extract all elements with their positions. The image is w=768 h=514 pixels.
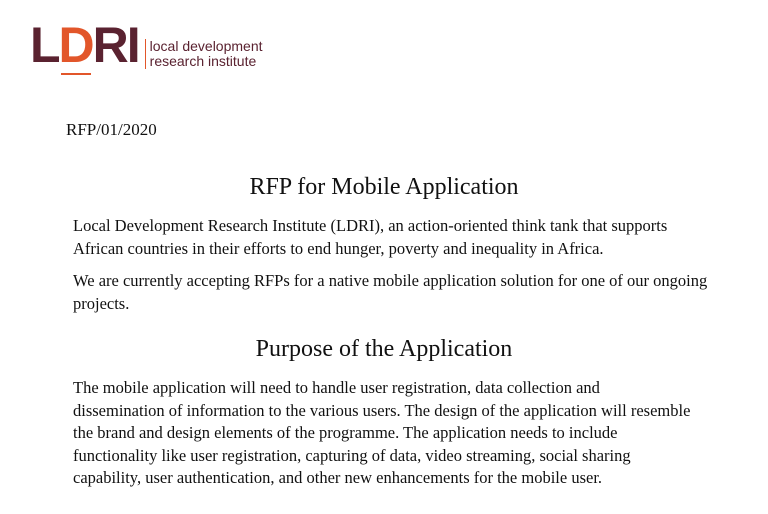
logo-letters-ri: RI (92, 17, 139, 73)
logo-tagline-line1: local development (149, 38, 263, 54)
logo-letter-l: L (30, 17, 59, 73)
logo-mark (30, 17, 139, 73)
logo-tagline (145, 39, 263, 69)
document-title: RFP for Mobile Application (249, 174, 519, 200)
ldri-logo (30, 17, 263, 76)
rfp-reference-number: RFP/01/2020 (66, 120, 157, 139)
purpose-heading: Purpose of the Application (255, 336, 513, 362)
logo-tagline-line2: research institute (149, 53, 257, 69)
purpose-paragraph: The mobile application will need to handle user registration, data collection and dissemination of information to the various users. The design of the application will resemble the brand and design elements of the programme. The application needs to include functionality like user registration, capturing of data, video streaming, social sharing capability, user authentication, and other new enhancements for the mobile user. (73, 378, 691, 487)
accepting-rfps-paragraph: We are currently accepting RFPs for a native mobile application solution for one of our ongoing projects. (73, 271, 708, 313)
logo-letter-d: D (58, 17, 93, 73)
intro-paragraph: Local Development Research Institute (LDRI), an action-oriented think tank that supports African countries in their efforts to end hunger, poverty and inequality in Africa. (73, 216, 668, 258)
